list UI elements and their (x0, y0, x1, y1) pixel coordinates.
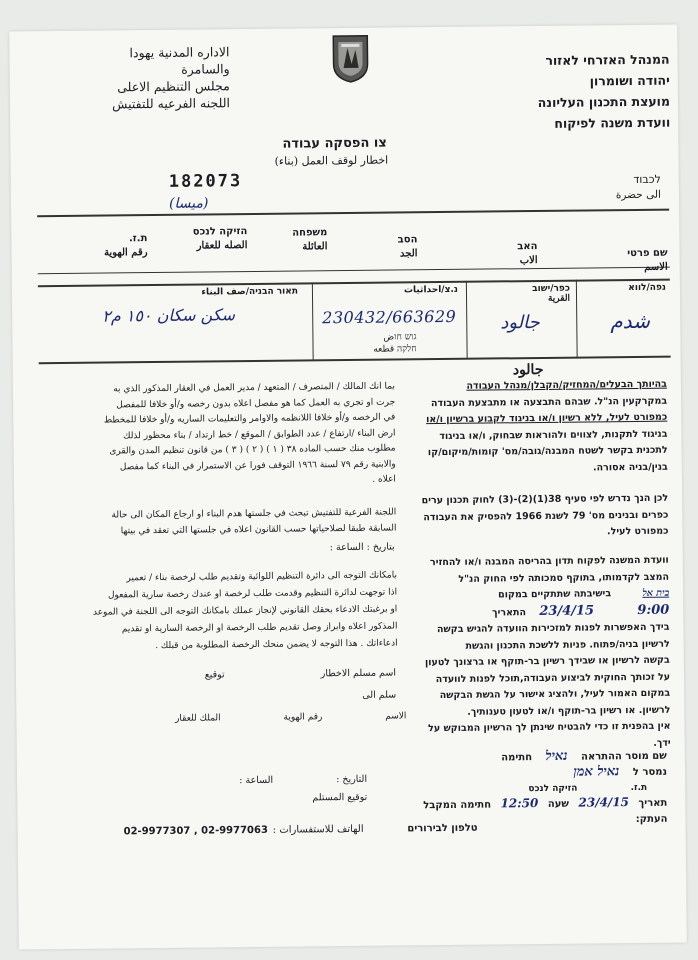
arabic-options-line-3: او برغبتك الادعاء بحقك القانوني لإنجاز عملك بامكانك التوجه الى اللجنة في الموعد (92, 604, 398, 618)
arabic-body-line-4: ارض البناء /ارتفاع / عدد الطوابق / الموقع / خط ارتداد / بناء محظور لذلك (123, 428, 396, 441)
hebrew-hour-hand: 12:50 (500, 796, 539, 811)
header-arabic-line-3: مجلس التنظيم الاعلى (117, 78, 230, 95)
hebrew-body (405, 377, 668, 479)
arabic-body-line-1: بما انك المالك / المتصرف / المتعهد / مدير العمل في العقار المذكور الذي به (113, 381, 396, 395)
col-family (247, 226, 327, 255)
hebrew-id-label: ת.ז. (630, 782, 648, 794)
hearing-place-label: בישיבתה שתתקיים במקום (498, 588, 612, 601)
col-description: תאור הבניה/صف البناء (201, 286, 299, 298)
col-grandfather-ar: الجد (399, 248, 418, 260)
hebrew-hearing-line-6: לרשיון בניה/פתוח. פניות ללשכת התכנון והגשת (465, 638, 670, 652)
col-relation (157, 225, 247, 254)
hebrew-copy: העתק: (635, 813, 668, 826)
col-first-name-ar: الاسم (644, 261, 668, 273)
hebrew-deliverer-row (377, 749, 667, 767)
arabic-body-line-5: مطلوب منك حسب الماده ٣٨ ( ١ ) ( ٢ ) ( ٣ ) من قانون تنظيم المدن والقرى (109, 443, 396, 457)
col-relation-ar: الصله للعقار (196, 240, 248, 252)
hebrew-hearing-line-9: במקום האמור לעיל, ולהציג אישור על הגשת הבקשה (439, 687, 671, 702)
header-hebrew (449, 49, 670, 135)
arabic-committee (34, 505, 396, 540)
col-village-ar: القرية (547, 293, 571, 304)
arabic-received-row: سلم الى (362, 689, 397, 701)
hebrew-body-line-3: כמפורט לעיל, ללא רשיון ו/או בניגוד לקבוע ברשיון ו/או (425, 411, 668, 426)
hand-coords: 230432/663629 (322, 306, 457, 328)
hearing-time: 9:00 (637, 602, 670, 618)
col-family-ar: العائلة (302, 241, 328, 253)
arabic-committee-line-1: اللجنة الفرعية للتفتيش تبحث في جلستها هدم البناء او ارجاع المكان الى حالة (111, 507, 397, 521)
handwritten-name: (ميسا) (168, 195, 209, 212)
arabic-notifier-row (56, 668, 396, 683)
col-id (57, 232, 147, 261)
col-village-he: כפר/ישוב (532, 283, 570, 295)
document-page (9, 25, 687, 950)
arabic-body (33, 380, 396, 492)
arabic-body-line-2: جرت او تجري به العمل كما هو مفصل اعلاه بدون رخصه و/أو خلافا للمفصل (116, 397, 396, 410)
header-arabic-line-1: الاداره المدنية يهودا (129, 44, 230, 61)
col-coords-sub: גוש חוض חלקה قطعه (373, 332, 417, 355)
hebrew-order-line-1: לכן הנך נדרש לפי סעיף 38(1)(2)-(3) לחוק תכנון ערים (421, 492, 669, 507)
hebrew-hour-label: שעה (547, 798, 570, 810)
arabic-notifier-label: اسم مسلم الاخطار (320, 667, 397, 680)
arabic-label-owner: الملك للعقار (174, 713, 221, 724)
col-grandfather-he: הסב (397, 234, 418, 246)
footer-hebrew: טלפון לבירורים (407, 822, 478, 835)
arabic-signature-label: توقيع (204, 669, 225, 681)
col-first-name-he: שם פרטי (627, 247, 668, 260)
col-id-ar: رقم الهوية (103, 247, 148, 259)
footer-phones: 02-9977307 , 02-9977063 (123, 824, 268, 838)
hebrew-hearing-line-10: לרשיון. או רשיון בר-תוקף ו/או לטעון טענותיך. (467, 704, 671, 718)
hand-village: جالود (500, 311, 540, 334)
hebrew-deliverer-label: שם מוסר ההתראה (581, 750, 667, 763)
emblem-logo (331, 34, 370, 88)
hebrew-hearing-line-2: המצב לקדמותו, בתוקף סמכותה לפי החוק הנ"ל (458, 571, 670, 585)
hebrew-deliverer-hand: נאיל (545, 748, 568, 764)
col-father-ar: الاب (519, 255, 538, 267)
hebrew-delivered-row (377, 765, 667, 783)
hebrew-relation-label: הזיקה לנכס (528, 783, 578, 795)
arabic-body-line-6: والابنية رقم ٧٩ لسنة ١٩٦٦ التوقف فورا عن الاستمرار في البناء كما مفصل (119, 458, 396, 472)
col-first-name (578, 247, 668, 276)
hebrew-body-line-4: בניגוד לתקנות, לצווים ולהוראות שבחוק, ו/או בניגוד (439, 428, 668, 442)
hebrew-body-line-5: לתכנית בקשר לשטח המבנה/גובה/מס' קומות/מיקום/קו (427, 444, 668, 459)
hebrew-date-hand: 23/4/15 (578, 795, 630, 810)
hebrew-date-label: תאריך (638, 797, 668, 809)
arabic-date-hour-row (127, 774, 367, 788)
hebrew-hearing-line-12: ידך. (653, 737, 671, 749)
arabic-options (35, 567, 398, 656)
header-hebrew-line-4: וועדת משנה לפיקוח (554, 114, 671, 131)
order-title-hebrew: צו הפסקה עבודה (282, 135, 387, 152)
arabic-labels-row (106, 711, 406, 724)
hebrew-hearing-line-5: בידך האפשרות לפנות למזכירות הוועדה להגיש בקשה (436, 621, 670, 636)
arabic-options-line-2: اذا توجهت لدائرة التنظيم وقدمت طلب لرخصة او عندك رخصة سارية المفعول (107, 587, 398, 601)
col-family-he: משפחה (292, 227, 328, 239)
hebrew-delivered-label: נמסר ל (632, 766, 668, 779)
arabic-recipient-sig: توقيع المستلم (312, 791, 368, 804)
arabic-label-id: رقم الهوية (283, 712, 323, 723)
arabic-options-line-1: بامكانك التوجه الى دائرة التنظيم اللوائية وتقديم طلب لرخصة بناء / تعمير (126, 570, 397, 584)
arabic-body-line-3: في الرخصه و/أو خلافا اللانظمه والاوامر والتعليمات الساريه و/أو خلافا للمخطط (103, 412, 396, 426)
hebrew-body-line-1: בהיותך הבעלים/המחזיק/הקבלן/מנהל העבודה (466, 378, 667, 392)
header-hebrew-line-2: יהודה ושומרון (589, 72, 670, 89)
arabic-hour-label: الساعة : (239, 774, 274, 787)
hebrew-deliverer-sig: חתימה (501, 752, 533, 764)
hearing-date-label: התאריך (492, 606, 527, 618)
arabic-options-line-4: المذكور اعلاه وابراز وصل تقديم طلب الرخصة او الرخصة السارية او تقديم (121, 621, 398, 635)
hebrew-hearing-line-3 (407, 586, 669, 605)
village-stamp: جالود (512, 361, 544, 379)
col-coords: נ.צ/احداثيات (403, 284, 458, 296)
hand-description: سكن سكان ١٥٠ م٢ (102, 305, 236, 326)
hebrew-recipient-sig: חתימה המקבל (423, 799, 492, 812)
arabic-label-name: الاسم (385, 711, 407, 722)
arabic-body-line-7: اعلاه . (372, 474, 396, 485)
hebrew-order (406, 491, 669, 543)
hebrew-hearing-line-1: וועדת המשנה לפקוח תדון בהריסה המבנה ו/או להחזיר (429, 554, 669, 569)
hebrew-recipient-hand: נאיל אמן (573, 764, 620, 780)
hebrew-body-line-6: בנין/בניה אסורה. (592, 461, 668, 473)
col-id-he: ת.ז. (128, 233, 148, 245)
col-grandfather (337, 233, 417, 262)
arabic-date-line: بتاريخ : الساعة : (329, 541, 395, 554)
col-father (457, 240, 537, 269)
header-arabic (49, 43, 230, 113)
header-hebrew-line-3: מועצת התכנון העליונה (537, 93, 671, 110)
details-table (37, 209, 671, 364)
hearing-date: 23/4/15 (539, 602, 595, 619)
serial-number: 182073 (168, 171, 243, 192)
hebrew-date-row (377, 795, 667, 814)
col-village (478, 284, 570, 305)
hearing-place: בית אל (642, 587, 670, 599)
header-arabic-line-4: اللجنه الفرعيه للتفتيش (112, 95, 231, 112)
col-father-he: האב (517, 241, 538, 253)
header-hebrew-line-1: המנהל האזרחי לאזור (545, 51, 670, 68)
order-title-arabic: اخطار لوقف العمل (بناء) (274, 153, 389, 168)
arabic-committee-line-2: السابقة طبقا لصلاحياتها حسب القانون اعلاه في جلستها التي تعقد في بيتها (120, 522, 397, 536)
hebrew-body-line-2: במקרקעין הנ"ל. שבהם התבצעה או מתבצעת העבודה (430, 395, 668, 409)
hebrew-order-line-3: כמפורט לעיל. (606, 525, 669, 538)
to-hebrew: לכבוד (633, 172, 661, 186)
to-arabic: الى حضرة (615, 188, 662, 202)
col-district: נפה/לווא (628, 282, 666, 294)
hebrew-hearing (407, 553, 671, 755)
footer-arabic: الهاتف للاستفسارات : (272, 823, 364, 836)
hebrew-id-relation-row (377, 783, 647, 796)
header-arabic-line-2: والسامرة (181, 61, 230, 77)
hebrew-hearing-line-8: על זכותך החוקית לביצוע העבודה,תוכל לפנות לוועדה (435, 671, 671, 685)
hebrew-hearing-line-11: אין בהפנית זו כדי להבטיח שינתן לך הרשיון המבוקש על (428, 720, 671, 735)
arabic-date-label: التاريخ : (336, 773, 368, 786)
hand-district: شدم (610, 308, 651, 334)
hebrew-order-line-2: כפרים ובנינים מס' 79 לשנת 1966 להפסיק את העבודה (423, 509, 669, 523)
col-relation-he: הזיקה לנכס (192, 226, 248, 238)
hebrew-hearing-line-7: בקשה לרשיון או שבידך רשיון בר-תוקף או ברצונך לטעון (424, 654, 670, 669)
arabic-options-line-5: ادعاءاتك . هذا التوجه لا يضمن منحك الرخصة المطلوبة من قبلك . (155, 638, 398, 652)
